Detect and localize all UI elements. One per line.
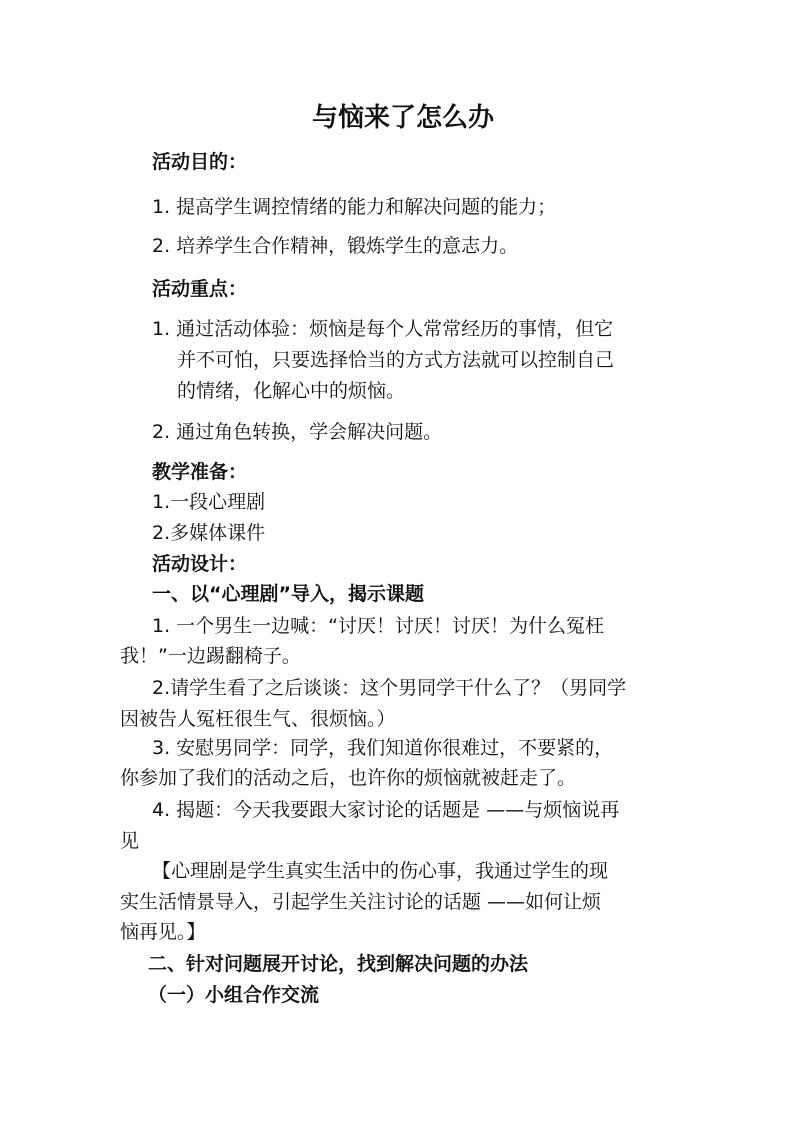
key-point-line: 并不可怕，只要选择恰当的方式方法就可以控制自己 <box>177 349 615 371</box>
paragraph-line: 1. 一个男生一边喊：“讨厌！讨厌！讨厌！为什么冤枉 <box>152 615 605 637</box>
note-line: 实生活情景导入，引起学生关注讨论的话题 ——如何让烦 <box>120 891 602 913</box>
preparation-heading: 教学准备： <box>152 461 248 483</box>
objectives-heading: 活动目的： <box>152 151 248 173</box>
section-heading: 二、针对问题展开讨论，找到解决问题的办法 <box>148 953 529 975</box>
paragraph-line: 我！”一边踢翻椅子。 <box>120 645 301 667</box>
paragraph-line: 3. 安慰男同学：同学，我们知道你很难过，不要紧的， <box>152 737 614 759</box>
paragraph-line: 你参加了我们的活动之后，也许你的烦恼就被赶走了。 <box>120 767 577 789</box>
note-line: 恼再见。】 <box>120 921 206 943</box>
design-heading: 活动设计： <box>152 553 248 575</box>
document-title: 与恼来了怎么办 <box>312 103 495 133</box>
paragraph-line: 4. 揭题：今天我要跟大家讨论的话题是 ——与烦恼说再 <box>152 799 620 821</box>
subsection-heading: （一）小组合作交流 <box>148 984 320 1006</box>
key-point-line: 2. 通过角色转换，学会解决问题。 <box>152 421 443 443</box>
key-point-line: 的情绪，化解心中的烦恼。 <box>177 380 406 402</box>
preparation-item: 1.一段心理剧 <box>152 491 266 513</box>
paragraph-line: 2.请学生看了之后谈谈：这个男同学干什么了？（男同学 <box>152 677 627 699</box>
section-heading: 一、以“心理剧”导入，揭示课题 <box>152 583 424 605</box>
objective-item: 2. 培养学生合作精神，锻炼学生的意志力。 <box>152 235 519 257</box>
key-point-line: 1. 通过活动体验：烦恼是每个人常常经历的事情，但它 <box>152 318 614 340</box>
paragraph-line: 因被告人冤枉很生气、很烦恼。） <box>120 708 396 730</box>
paragraph-line: 见 <box>120 830 140 852</box>
note-line: 【心理剧是学生真实生活中的伤心事，我通过学生的现 <box>152 860 609 882</box>
preparation-item: 2.多媒体课件 <box>152 522 266 544</box>
key-points-heading: 活动重点： <box>152 278 248 300</box>
objective-item: 1. 提高学生调控情绪的能力和解决问题的能力； <box>152 196 557 218</box>
